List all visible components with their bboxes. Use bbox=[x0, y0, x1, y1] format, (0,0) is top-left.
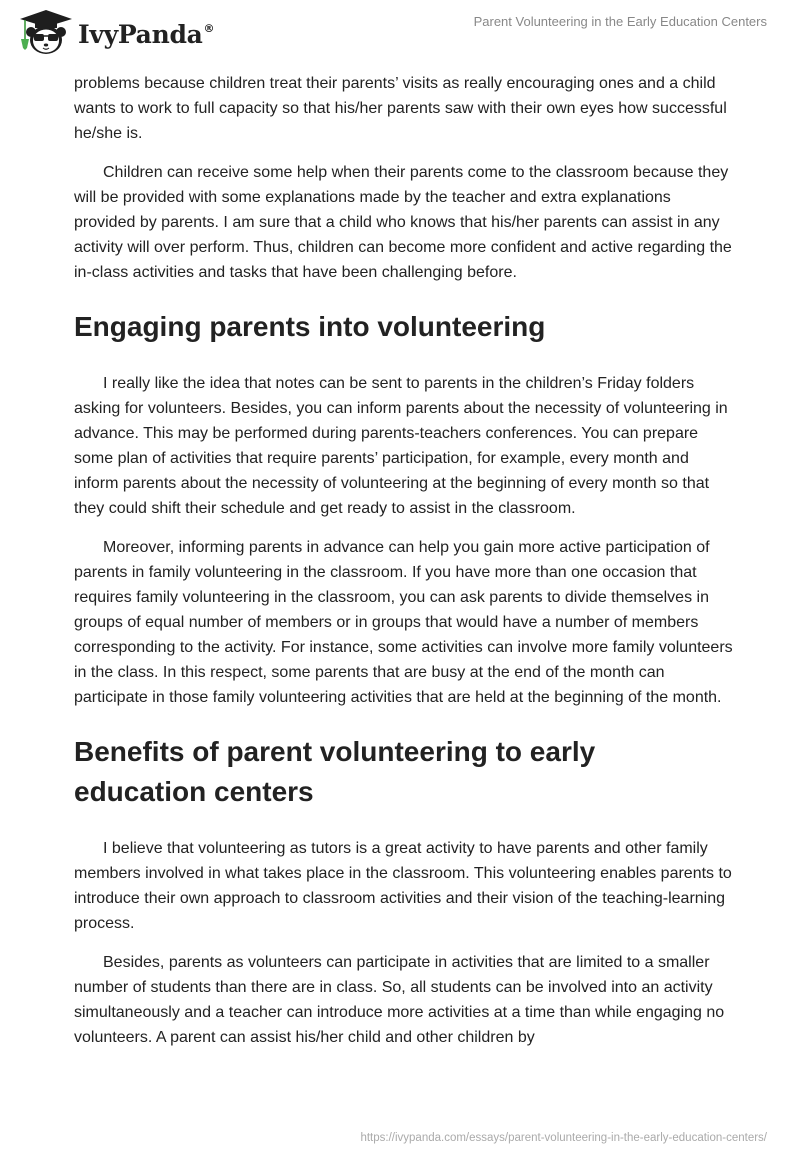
article-body bbox=[74, 71, 734, 1064]
page-header bbox=[0, 0, 800, 60]
brand-name bbox=[78, 20, 214, 49]
paragraph: I believe that volunteering as tutors is a great activity to have parents and other family members involved in what takes place in the classroom. This volunteering enables parents to introduce their own approach to classroom activities and their vision of the teaching-learning process. bbox=[74, 840, 732, 932]
source-url-link[interactable]: https://ivypanda.com/essays/parent-volunteering-in-the-early-education-centers/ bbox=[360, 1132, 767, 1144]
brand-text: IvyPanda bbox=[78, 19, 203, 49]
logo-link[interactable] bbox=[18, 8, 214, 56]
panda-graduate-icon bbox=[18, 8, 74, 56]
paragraph: Moreover, informing parents in advance can help you gain more active participation of parents in family volunteering in the classroom. If you have more than one occasion that requires family volunteering in the classroom, you can ask parents to divide themselves in groups of equal number of members or in groups that would have a number of members corresponding to the activity. For instance, some activities can involve more family volunteers in the class. In this respect, some parents that are busy at the end of the month can participate in those family volunteering activities that are held at the beginning of the month. bbox=[74, 539, 733, 706]
registered-mark: ® bbox=[203, 21, 215, 35]
document-title: Parent Volunteering in the Early Education Centers bbox=[473, 14, 767, 29]
paragraph: Besides, parents as volunteers can participate in activities that are limited to a smaller number of students than there are in class. So, all students can be involved into an activity simultaneously and a teacher can introduce more activities at a time than while engaging no volunteers. A parent can assist his/her child and other children by bbox=[74, 954, 725, 1046]
paragraph: I really like the idea that notes can be sent to parents in the children’s Friday folders asking for volunteers. Besides, you can inform parents about the necessity of volunteering in advance. This may be performed during parents-teachers conferences. You can prepare some plan of activities that require parents’ participation, for example, every month and inform parents about the necessity of volunteering at the beginning of every month so that they could shift their schedule and get ready to assist in the classroom. bbox=[74, 375, 728, 517]
paragraph: Children can receive some help when their parents come to the classroom because they will be provided with some explanations made by the teacher and extra explanations provided by parents. I am sure that a child who knows that his/her parents can assist in any activity will over perform. Thus, children can become more confident and active regarding the in-class activities and tasks that have been challenging before. bbox=[74, 164, 732, 281]
section-heading: Benefits of parent volunteering to early education centers bbox=[74, 736, 596, 807]
paragraph: problems because children treat their parents’ visits as really encouraging ones and a child wants to work to full capacity so that his/her parents saw with their own eyes how successful he/she is. bbox=[74, 75, 727, 142]
section-heading: Engaging parents into volunteering bbox=[74, 311, 546, 342]
